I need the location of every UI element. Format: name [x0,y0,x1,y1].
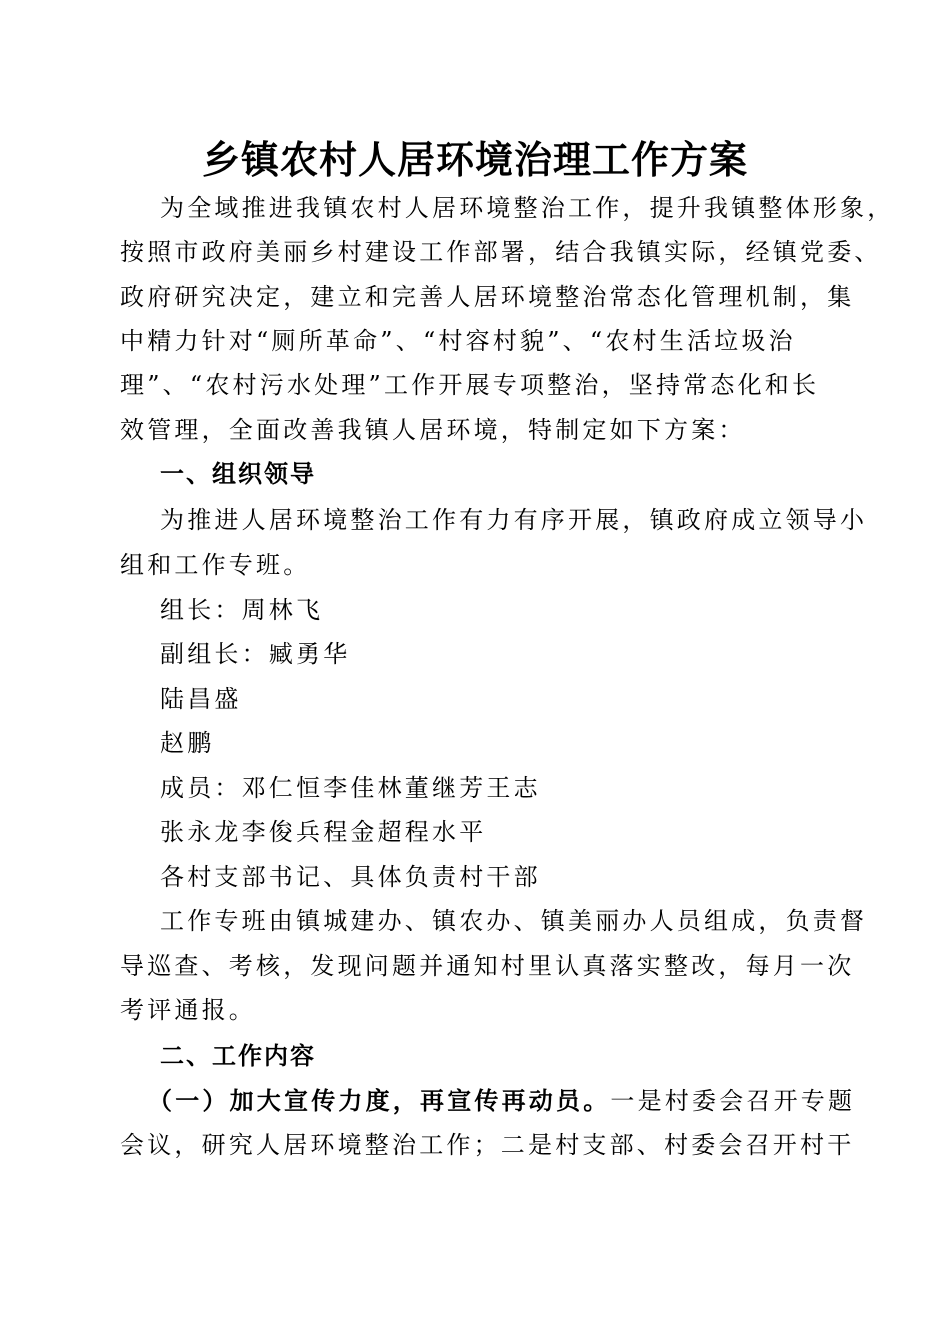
intro-line-2: 按照市政府美丽乡村建设工作部署，结合我镇实际，经镇党委、 [120,238,882,266]
section-2-item-1-line-1 [148,1079,855,1123]
team-line-1: 工作专班由镇城建办、镇农办、镇美丽办人员组成，负责督 [160,907,868,935]
section-2-item-1-text: 一是村委会召开专题 [610,1087,856,1115]
team-line-3: 考评通报。 [120,996,256,1024]
group-leader: 组长：周林飞 [160,596,324,624]
members-line-3: 各村支部书记、具体负责村干部 [160,863,541,891]
intro-line-4: 中精力针对“厕所革命”、“村容村貌”、“农村生活垃圾治 [120,327,796,355]
members-line-1: 成员：邓仁恒李佳林董继芳王志 [160,774,541,802]
intro-line-5: 理”、“农村污水处理”工作开展专项整治，坚持常态化和长 [120,371,820,399]
section-1-heading: 一、组织领导 [160,460,316,488]
deputy-leader-extra-2: 赵鹏 [160,729,215,757]
section-2-item-1-line-2: 会议，研究人居环境整治工作；二是村支部、村委会召开村干 [120,1131,855,1159]
document-title: 乡镇农村人居环境治理工作方案 [201,137,748,182]
deputy-leader: 副组长：臧勇华 [160,640,351,668]
intro-line-3: 政府研究决定，建立和完善人居环境整治常态化管理机制，集 [120,283,855,311]
section-2-heading: 二、工作内容 [160,1042,316,1070]
members-line-2: 张永龙李俊兵程金超程水平 [160,818,487,846]
deputy-leader-extra-1: 陆昌盛 [160,685,242,713]
intro-line-6: 效管理，全面改善我镇人居环境，特制定如下方案： [120,416,746,444]
section-1-intro-line-2: 组和工作专班。 [120,551,311,579]
intro-line-1: 为全域推进我镇农村人居环境整治工作，提升我镇整体形象， [160,194,895,222]
section-1-intro-line-1: 为推进人居环境整治工作有力有序开展，镇政府成立领导小 [160,506,868,534]
section-2-item-1-title: （一）加大宣传力度，再宣传再动员。 [148,1086,611,1115]
team-line-2: 导巡查、考核，发现问题并通知村里认真落实整改，每月一次 [120,952,855,980]
